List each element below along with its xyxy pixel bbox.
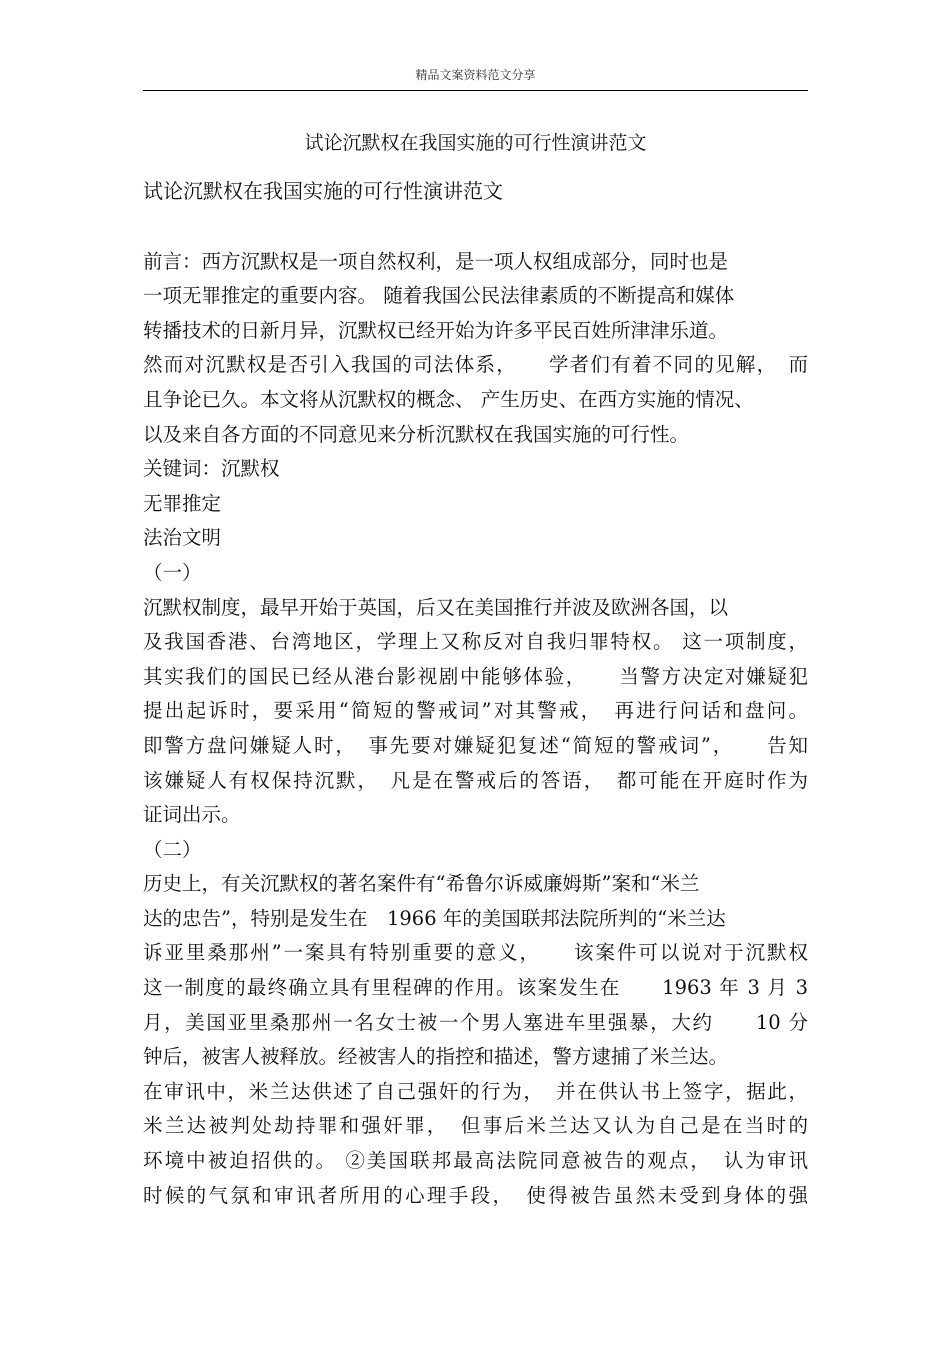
- text-line: 前言：西方沉默权是一项自然权利，是一项人权组成部分，同时也是: [143, 249, 729, 273]
- text-line: 提出起诉时，要采用“简短的警戒词”对其警戒， 再进行问话和盘问。: [143, 699, 808, 723]
- text-line: 且争论已久。本文将从沉默权的概念、 产生历史、在西方实施的情况、: [143, 387, 754, 411]
- text-line: 这一制度的最终确立具有里程碑的作用。该案发生在 1963 年 3 月 3: [143, 976, 808, 1000]
- text-line: 试论沉默权在我国实施的可行性演讲范文: [143, 179, 503, 203]
- text-line: 时候的气氛和审讯者所用的心理手段， 使得被告虽然未受到身体的强: [143, 1183, 808, 1207]
- text-line: 然而对沉默权是否引入我国的司法体系， 学者们有着不同的见解， 而: [143, 353, 808, 377]
- text-line: 无罪推定: [143, 491, 222, 515]
- text-line: 达的忠告”，特别是发生在 1966 年的美国联邦法院所判的“米兰达: [143, 906, 726, 930]
- document-body: [143, 174, 808, 1213]
- text-line: 诉亚里桑那州”一案具有特别重要的意义， 该案件可以说对于沉默权: [143, 941, 808, 965]
- text-line: 沉默权制度，最早开始于英国，后又在美国推行并波及欧洲各国，以: [143, 595, 729, 619]
- text-line: 关键词：沉默权: [143, 457, 280, 481]
- document-title: 试论沉默权在我国实施的可行性演讲范文: [304, 132, 647, 154]
- text-line: （一）: [143, 560, 202, 584]
- text-line: 米兰达被判处劫持罪和强奸罪， 但事后米兰达又认为自己是在当时的: [143, 1114, 808, 1138]
- header-divider: [143, 90, 808, 91]
- text-line: 以及来自各方面的不同意见来分析沉默权在我国实施的可行性。: [143, 422, 690, 446]
- text-line: 在审讯中，米兰达供述了自己强奸的行为， 并在供认书上签字，据此，: [143, 1079, 808, 1103]
- text-line: 转播技术的日新月异，沉默权已经开始为许多平民百姓所津津乐道。: [143, 318, 729, 342]
- text-line: 月，美国亚里桑那州一名女士被一个男人塞进车里强暴，大约 10 分: [143, 1010, 808, 1034]
- text-line: 及我国香港、台湾地区，学理上又称反对自我归罪特权。 这一项制度，: [143, 630, 808, 654]
- text-line: 即警方盘问嫌疑人时， 事先要对嫌疑犯复述“简短的警戒词”， 告知: [143, 733, 808, 757]
- text-line: （二）: [143, 837, 202, 861]
- text-line: 历史上，有关沉默权的著名案件有“希鲁尔诉威廉姆斯”案和“米兰: [143, 872, 700, 896]
- text-line: 证词出示。: [143, 803, 241, 827]
- text-line: 环境中被迫招供的。 ②美国联邦最高法院同意被告的观点， 认为审讯: [143, 1149, 808, 1173]
- text-line: 一项无罪推定的重要内容。 随着我国公民法律素质的不断提高和媒体: [143, 284, 735, 308]
- page-header: 精品文案资料范文分享: [415, 68, 536, 82]
- text-line: 法治文明: [143, 526, 222, 550]
- text-line: 其实我们的国民已经从港台影视剧中能够体验， 当警方决定对嫌疑犯: [143, 664, 808, 688]
- text-line: 该嫌疑人有权保持沉默， 凡是在警戒后的答语， 都可能在开庭时作为: [143, 768, 808, 792]
- blank-line: [143, 209, 808, 245]
- text-line: 钟后，被害人被释放。经被害人的指控和描述，警方逮捕了米兰达。: [143, 1045, 729, 1069]
